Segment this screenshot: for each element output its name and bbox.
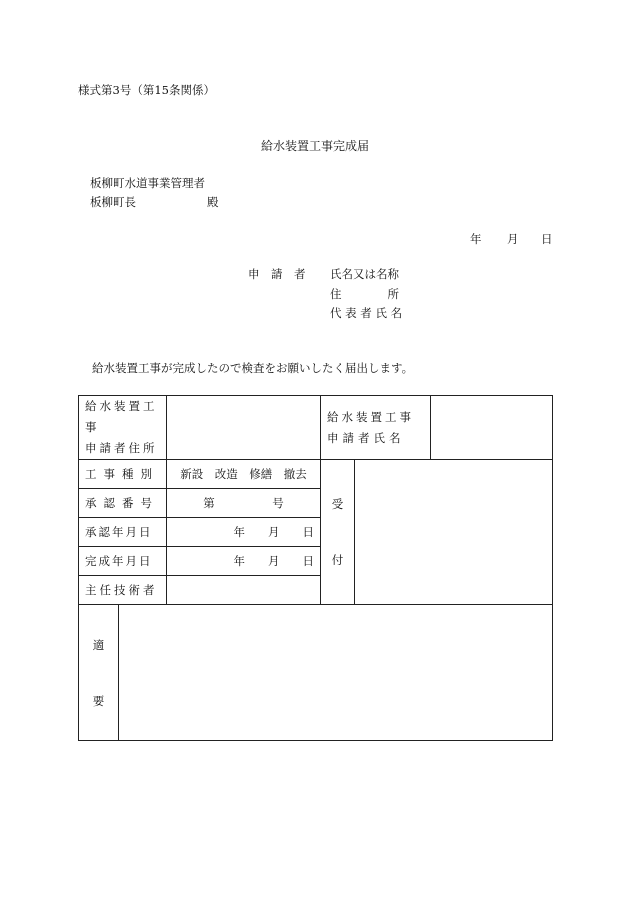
applicant-name-cell[interactable] [431,396,553,460]
work-type-label: 工事種別 [79,460,167,489]
applicant-address-label: 住 所 [330,287,399,301]
applicant-rep-label: 代 表 者 氏 名 [330,306,403,320]
chief-engineer-field[interactable] [167,576,321,605]
reception-stamp-area[interactable] [355,460,553,605]
approval-number-field[interactable]: 第 号 [167,489,321,518]
addressee-line1: 板柳町水道事業管理者 [90,176,205,190]
form-number: 様式第3号（第15条関係） [78,83,215,97]
approval-date-label: 承認年月日 [79,518,167,547]
remarks-label: 適 要 [79,605,119,741]
work-type-options[interactable]: 新設 改造 修繕 撤去 [167,460,321,489]
applicant-name-header: 給水装置工事 申請者氏名 [321,396,431,460]
date-month: 月 [507,232,519,246]
statement: 給水装置工事が完成したので検査をお願いしたく届出します。 [92,361,414,375]
applicant-address-header: 給水装置工事 申請者住所 [79,396,167,460]
application-table [78,395,553,741]
applicant-label: 申 請 者 [248,267,306,281]
completion-date-label: 完成年月日 [79,547,167,576]
chief-engineer-label: 主任技術者 [79,576,167,605]
remarks-area[interactable] [119,605,553,741]
document-title: 給水装置工事完成届 [260,139,369,153]
approval-date-field[interactable]: 年 月 日 [167,518,321,547]
date-year: 年 [470,232,482,246]
addressee-honorific: 殿 [207,195,219,209]
reception-stamp-label: 受 付 [321,460,355,605]
applicant-name-label: 氏名又は名称 [330,267,399,281]
date-day: 日 [541,232,553,246]
completion-date-field[interactable]: 年 月 日 [167,547,321,576]
addressee-line2: 板柳町長 [90,195,136,209]
applicant-address-cell[interactable] [167,396,321,460]
approval-number-label: 承認番号 [79,489,167,518]
